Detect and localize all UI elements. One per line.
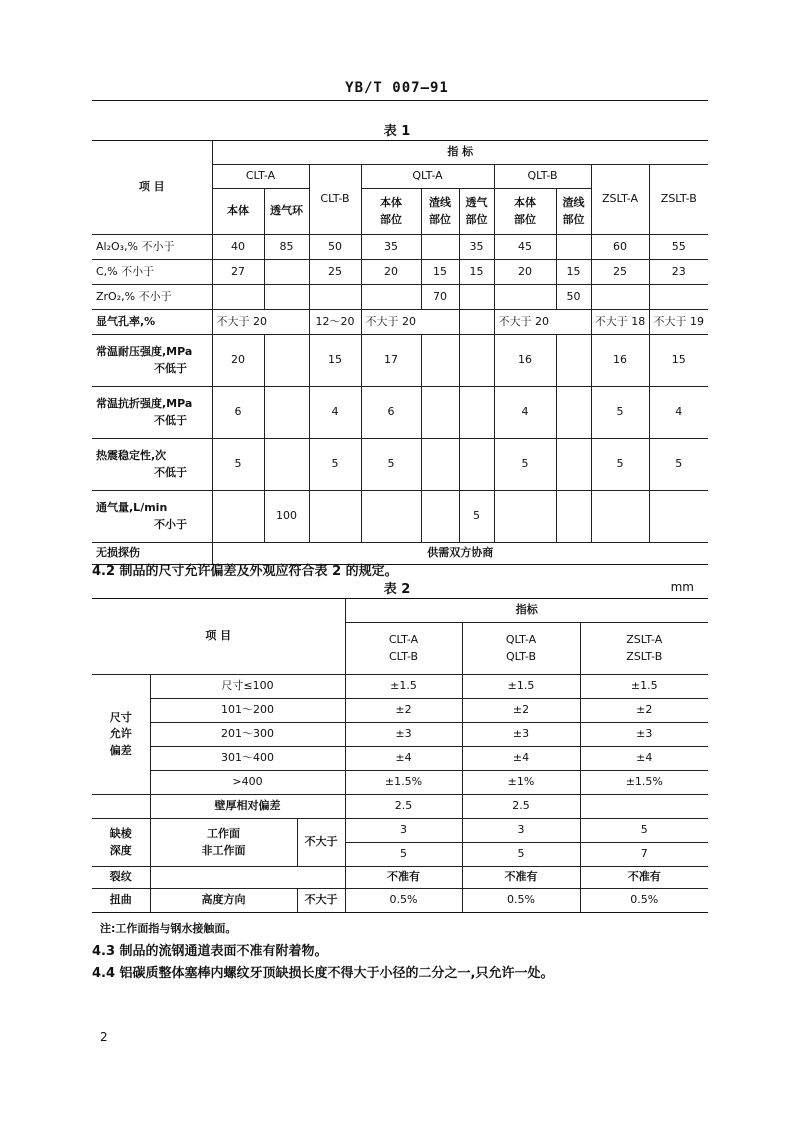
t1-cell: 20 [361,260,421,285]
t1-head-indicator: 指 标 [212,141,708,165]
table-row [92,285,708,310]
t1-ndt-value: 供需双方协商 [212,543,708,565]
table-row [92,699,708,723]
table-row [92,675,708,699]
t2-edge-group: 缺棱 深度 [92,819,150,867]
t1-cell: 12～20 [309,310,361,335]
t1-cell: 不大于 20 [361,310,459,335]
standard-code: YB/T 007—91 [345,80,449,96]
t2-size-label: 101～200 [150,699,345,723]
t2-cell: ±3 [345,723,462,747]
t1-cell [309,285,361,310]
t2-cell: ±4 [580,747,708,771]
clause-4-4: 4.4 铝碳质整体塞棒内螺纹牙顶缺损长度不得大于小径的二分之一,只允许一处。 [92,966,554,981]
t2-cell: 5 [462,843,580,867]
t2-edge-labels: 工作面 非工作面 [150,819,297,867]
table-row [92,819,708,843]
t1-cell: 不大于 20 [494,310,591,335]
t1-cell [494,285,556,310]
t1-cell: 50 [556,285,591,310]
table-row [92,771,708,795]
t1-cell: 15 [421,260,459,285]
t1-cell: 5 [649,439,708,491]
t1-row-label: 通气量,L/min 不小于 [92,491,212,543]
t2-cell: ±2 [462,699,580,723]
t1-cell: 4 [309,387,361,439]
t1-head-zslt-b: ZSLT-B [649,165,708,235]
t2-size-label: 301～400 [150,747,345,771]
t2-cell: 不准有 [345,867,462,889]
table-row [92,235,708,260]
t1-cell: 4 [494,387,556,439]
t1-cell [556,335,591,387]
t1-cell [421,491,459,543]
table1-caption: 表 1 [383,124,411,139]
t2-blank [150,867,345,889]
table-row [92,723,708,747]
t1-head-zslt-a: ZSLT-A [591,165,649,235]
t1-sub-vent-ring: 透气环 [264,189,309,235]
t2-size-label: >400 [150,771,345,795]
t1-cell [309,491,361,543]
table-row [92,335,708,387]
t1-cell [212,491,264,543]
t1-cell [459,285,494,310]
table-row [92,310,708,335]
t1-cell [556,439,591,491]
t1-cell: 6 [361,387,421,439]
t1-cell: 15 [556,260,591,285]
t1-cell: 35 [459,235,494,260]
t1-cell [421,235,459,260]
t1-row-label: 常温耐压强度,MPa 不低于 [92,335,212,387]
t2-blank [92,795,150,819]
t1-cell: 不大于 18 [591,310,649,335]
t1-cell [459,439,494,491]
t1-cell: 70 [421,285,459,310]
t1-cell: 17 [361,335,421,387]
t1-sub-qa-vent: 透气 部位 [459,189,494,235]
t1-cell [421,335,459,387]
page-number: 2 [100,1030,108,1044]
t1-cell [421,387,459,439]
t1-cell: 60 [591,235,649,260]
t1-cell: 5 [591,439,649,491]
t1-cell: 20 [494,260,556,285]
table2-note: 注:工作面指与钢水接触面。 [100,922,237,935]
t1-row-label: 常温抗折强度,MPa 不低于 [92,387,212,439]
t1-cell: 15 [649,335,708,387]
table-row [92,867,708,889]
t1-cell: 4 [649,387,708,439]
t2-cell: 0.5% [580,889,708,913]
t1-row-label: ZrO₂,% 不小于 [92,285,212,310]
t1-cell [556,491,591,543]
t2-head-indicator: 指标 [345,599,708,623]
t1-head-clt-a: CLT-A [212,165,309,189]
clause-4-3: 4.3 制品的流钢通道表面不准有附着物。 [92,944,328,959]
t1-cell: 5 [361,439,421,491]
t1-cell: 50 [309,235,361,260]
t1-head-qlt-b: QLT-B [494,165,591,189]
t1-cell: 16 [494,335,556,387]
t2-cell: 2.5 [345,795,462,819]
table-row [92,747,708,771]
t2-cell: ±1.5 [345,675,462,699]
t1-cell: 20 [212,335,264,387]
t2-cell: ±1.5 [580,675,708,699]
t1-sub-qa-body: 本体 部位 [361,189,421,235]
t1-head-clt-b: CLT-B [309,165,361,235]
t1-cell: 45 [494,235,556,260]
t2-cell: 3 [462,819,580,843]
t2-cell: 0.5% [345,889,462,913]
t2-size-group: 尺寸 允许 偏差 [92,675,150,795]
t1-cell: 35 [361,235,421,260]
t2-cell: 2.5 [462,795,580,819]
t2-cell: ±4 [345,747,462,771]
t2-size-label: 201～300 [150,723,345,747]
t1-cell: 5 [212,439,264,491]
t1-sub-qb-body: 本体 部位 [494,189,556,235]
t2-cell: ±2 [345,699,462,723]
t1-cell: 5 [459,491,494,543]
t2-twist-label: 扭曲 [92,889,150,913]
t2-head-clt: CLT-A CLT-B [345,623,462,675]
t2-cell: ±1% [462,771,580,795]
t2-cell [580,795,708,819]
t2-cell: 5 [580,819,708,843]
t1-cell: 不大于 20 [212,310,309,335]
t1-cell: 5 [309,439,361,491]
table2-unit: mm [670,580,694,594]
t1-cell [649,285,708,310]
table-2 [92,598,708,913]
t2-head-item: 项 目 [92,599,345,675]
t1-cell [264,335,309,387]
t1-cell: 27 [212,260,264,285]
t2-wall-label: 壁厚相对偏差 [150,795,345,819]
t2-size-label: 尺寸≤100 [150,675,345,699]
t1-ndt-label: 无损探伤 [92,543,212,565]
clause-4-2: 4.2 制品的尺寸允许偏差及外观应符合表 2 的规定。 [92,564,398,579]
table-row [92,260,708,285]
t1-cell [361,491,421,543]
t1-cell [264,387,309,439]
table-row [92,795,708,819]
t2-cell: ±1.5% [345,771,462,795]
t1-head-item: 项 目 [92,141,212,235]
t1-cell [591,491,649,543]
t2-crack-label: 裂纹 [92,867,150,889]
t1-cell [212,285,264,310]
t2-head-qlt: QLT-A QLT-B [462,623,580,675]
t1-cell: 不大于 19 [649,310,708,335]
t1-cell: 25 [591,260,649,285]
table-1 [92,140,708,565]
t2-cell: ±2 [580,699,708,723]
t1-row-label: Al₂O₃,% 不小于 [92,235,212,260]
t1-sub-qb-slag: 渣线 部位 [556,189,591,235]
t1-row-label: 显气孔率,% [92,310,212,335]
t1-head-qlt-a: QLT-A [361,165,494,189]
t1-cell [591,285,649,310]
t1-cell: 23 [649,260,708,285]
t1-cell [459,310,494,335]
table-row [92,439,708,491]
t1-cell: 15 [309,335,361,387]
t1-cell [264,285,309,310]
t1-cell [459,387,494,439]
t1-cell: 16 [591,335,649,387]
t2-edge-limit: 不大于 [297,819,345,867]
t2-cell: ±3 [580,723,708,747]
t1-cell: 5 [494,439,556,491]
t1-cell [494,491,556,543]
t2-cell: 不准有 [462,867,580,889]
t1-cell [556,387,591,439]
t1-cell [264,439,309,491]
header-rule [92,100,708,101]
t1-cell [556,235,591,260]
table-row [92,491,708,543]
table2-caption: 表 2 [383,582,411,597]
t2-cell: ±4 [462,747,580,771]
t2-cell: ±1.5% [580,771,708,795]
t1-cell: 25 [309,260,361,285]
table-row [92,387,708,439]
t2-cell: 3 [345,819,462,843]
t1-cell: 5 [591,387,649,439]
t2-cell: ±3 [462,723,580,747]
t1-row-label: 热震稳定性,次 不低于 [92,439,212,491]
t2-cell: 7 [580,843,708,867]
t1-cell [421,439,459,491]
t1-cell [264,260,309,285]
t1-cell: 6 [212,387,264,439]
table-row [92,889,708,913]
t2-cell: 0.5% [462,889,580,913]
t1-cell: 100 [264,491,309,543]
t1-cell: 55 [649,235,708,260]
t1-row-label: C,% 不小于 [92,260,212,285]
t1-sub-body: 本体 [212,189,264,235]
t2-twist-limit: 不大于 [297,889,345,913]
t1-cell: 15 [459,260,494,285]
t2-cell: 5 [345,843,462,867]
t1-cell: 85 [264,235,309,260]
t1-sub-qa-slag: 渣线 部位 [421,189,459,235]
t2-head-zslt: ZSLT-A ZSLT-B [580,623,708,675]
t2-twist-sub: 高度方向 [150,889,297,913]
t1-cell [649,491,708,543]
t1-cell [459,335,494,387]
t1-cell [361,285,421,310]
t1-cell: 40 [212,235,264,260]
t2-cell: 不准有 [580,867,708,889]
t2-cell: ±1.5 [462,675,580,699]
